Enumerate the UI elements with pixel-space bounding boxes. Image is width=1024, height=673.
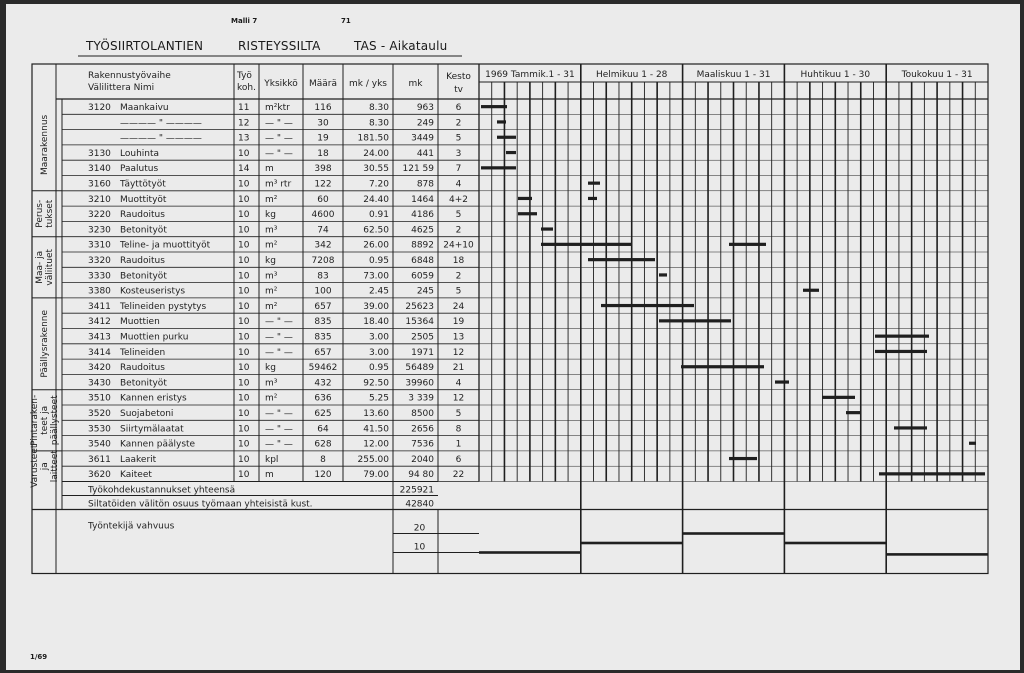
row-name: Maankaivu (120, 103, 169, 113)
column-header-kesto: tv (454, 85, 463, 95)
row-code: 3411 (88, 301, 111, 312)
row-code: 3120 (88, 103, 111, 113)
row-mk: 1464 (411, 194, 434, 205)
row-qty: 116 (314, 103, 332, 113)
row-qty: 835 (314, 332, 332, 343)
gantt-bar (879, 472, 985, 475)
row-qty: 100 (314, 286, 332, 297)
month-label: 1969 Tammik.1 - 31 (485, 70, 575, 80)
row-tyo: 12 (238, 118, 250, 129)
gantt-bar (659, 273, 667, 276)
row-mk: 1971 (411, 347, 434, 358)
row-code: 3611 (88, 454, 111, 465)
row-tyo: 10 (238, 225, 250, 236)
row-price: 3.00 (368, 347, 389, 358)
gantt-bar (541, 243, 632, 246)
gantt-bar (497, 120, 506, 123)
row-mk: 25623 (405, 301, 434, 312)
month-label: Helmikuu 1 - 28 (595, 70, 668, 80)
row-price: 62.50 (363, 225, 389, 236)
document-type: TYÖSIIRTOLANTIEN (86, 39, 204, 53)
row-qty: 19 (317, 133, 329, 144)
row-price: 0.91 (368, 210, 389, 221)
group-label: teet ja (40, 405, 50, 435)
row-name: Louhinta (120, 148, 160, 159)
row-kesto: 24+10 (443, 240, 474, 251)
row-tyo: 10 (238, 271, 250, 282)
row-qty: 628 (314, 439, 332, 450)
month-label: Maaliskuu 1 - 31 (696, 70, 771, 80)
row-kesto: 21 (452, 363, 465, 374)
row-qty: 60 (317, 194, 329, 205)
row-name: ———— " ———— (120, 133, 202, 144)
row-name: Betonityöt (120, 225, 167, 236)
gantt-bar (518, 197, 532, 200)
row-mk: 121 59 (402, 164, 434, 175)
row-code: 3413 (88, 332, 111, 343)
row-code: 3414 (88, 347, 111, 358)
row-tyo: 10 (238, 210, 250, 221)
gantt-bar (506, 151, 516, 154)
row-name: Täyttötyöt (120, 179, 166, 190)
row-code: 3140 (88, 164, 111, 175)
workforce-level (581, 542, 683, 545)
row-unit: — " — (265, 424, 293, 435)
row-mk: 39960 (405, 378, 434, 389)
row-name: Laakerit (120, 454, 157, 465)
row-code: 3430 (88, 378, 111, 389)
row-price: 2.45 (368, 286, 389, 297)
row-kesto: 3 (455, 148, 462, 159)
model-number: Malli 7 (231, 17, 258, 25)
gantt-bar (541, 227, 553, 230)
group-label: Varusteet (30, 444, 40, 488)
row-name: Betonityöt (120, 378, 167, 389)
row-price: 12.00 (363, 439, 389, 450)
row-name: Telineiden (120, 347, 166, 358)
footer-code: 1/69 (30, 653, 48, 661)
group-label: Maa- ja (35, 250, 45, 284)
row-price: 0.95 (368, 363, 389, 374)
gantt-bar (481, 105, 507, 108)
row-price: 8.30 (368, 118, 389, 129)
row-name: Siirtymälaatat (120, 424, 184, 435)
row-name: Muottityöt (120, 194, 167, 205)
row-name: Suojabetoni (120, 409, 174, 419)
row-tyo: 10 (238, 409, 250, 419)
gantt-bar (588, 258, 655, 261)
row-mk: 6848 (411, 256, 434, 266)
row-tyo: 10 (238, 301, 250, 312)
group-label: päällysteet (50, 395, 60, 446)
gantt-bar (681, 365, 764, 368)
row-mk: 94 80 (408, 470, 434, 481)
row-name: Raudoitus (120, 256, 165, 266)
row-kesto: 12 (452, 347, 465, 358)
gantt-bar (518, 212, 537, 215)
row-price: 18.40 (363, 317, 389, 328)
column-header-phase: Rakennustyövaihe (88, 71, 171, 81)
row-tyo: 10 (238, 439, 250, 450)
group-label: ja (40, 462, 50, 471)
row-qty: 657 (314, 347, 332, 358)
group-label: väliituet (45, 248, 55, 286)
row-unit: m³ rtr (265, 179, 292, 190)
row-code: 3130 (88, 148, 111, 159)
row-kesto: 22 (452, 470, 465, 481)
row-price: 30.55 (363, 164, 389, 175)
row-mk: 6059 (411, 271, 434, 282)
row-name: Paalutus (120, 164, 159, 175)
schedule-sheet (6, 4, 1020, 670)
gantt-bar (894, 426, 927, 429)
row-unit: — " — (265, 332, 293, 343)
row-kesto: 12 (452, 393, 465, 404)
row-kesto: 5 (455, 210, 462, 221)
row-kesto: 19 (452, 317, 465, 328)
row-qty: 122 (314, 179, 332, 190)
row-unit: — " — (265, 347, 293, 358)
row-kesto: 2 (455, 225, 462, 236)
column-header-tyo: Työ (237, 71, 252, 81)
row-tyo: 13 (238, 133, 250, 144)
row-kesto: 4 (455, 378, 462, 389)
row-kesto: 5 (455, 133, 462, 144)
row-price: 13.60 (363, 409, 389, 419)
row-unit: m² (265, 286, 278, 297)
column-header-qty: Määrä (308, 79, 338, 89)
total-label: Siltatöiden välitön osuus työmaan yhteisistä kust. (88, 499, 313, 510)
row-kesto: 5 (455, 409, 462, 419)
column-header-mk: mk (408, 79, 423, 89)
row-qty: 398 (314, 164, 332, 175)
gantt-bar (659, 319, 731, 322)
row-name: Kannen eristys (120, 393, 187, 404)
row-mk: 8500 (411, 409, 434, 419)
row-mk: 56489 (405, 363, 434, 374)
workforce-label: Työntekijä vahvuus (88, 521, 175, 532)
row-qty: 64 (317, 424, 329, 435)
row-tyo: 10 (238, 454, 250, 465)
month-label: Huhtikuu 1 - 30 (800, 70, 871, 80)
row-qty: 18 (317, 148, 329, 159)
column-header-unit: Yksikkö (264, 79, 298, 89)
gantt-bar (497, 136, 516, 139)
row-price: 24.40 (363, 194, 389, 205)
row-qty: 636 (314, 393, 332, 404)
row-unit: m² (265, 240, 278, 251)
row-code: 3220 (88, 210, 111, 221)
row-tyo: 10 (238, 363, 250, 374)
row-price: 8.30 (368, 103, 389, 113)
gantt-bar (481, 166, 516, 169)
gantt-bar (969, 442, 976, 445)
row-mk: 963 (416, 103, 434, 113)
total-label: Työkohdekustannukset yhteensä (88, 485, 236, 496)
gantt-bar (875, 335, 929, 338)
row-unit: m³ (265, 378, 278, 389)
row-unit: — " — (265, 439, 293, 450)
row-price: 26.00 (363, 240, 389, 251)
row-qty: 120 (314, 470, 332, 481)
row-kesto: 18 (452, 256, 465, 266)
row-name: Teline- ja muottityöt (120, 240, 211, 251)
workforce-axis-label: 20 (413, 523, 426, 534)
gantt-bar (729, 243, 766, 246)
row-mk: 245 (416, 286, 434, 297)
row-price: 7.20 (368, 179, 389, 190)
object-name: RISTEYSSILTA (238, 39, 321, 53)
gantt-bar (775, 380, 789, 383)
row-tyo: 10 (238, 240, 250, 251)
group-label: Päällysrakenne (40, 309, 50, 378)
gantt-bar (729, 457, 757, 460)
row-price: 92.50 (363, 378, 389, 389)
row-unit: m³ (265, 225, 278, 236)
row-mk: 878 (416, 179, 434, 190)
row-qty: 30 (317, 118, 329, 129)
row-tyo: 10 (238, 393, 250, 404)
row-unit: — " — (265, 118, 293, 129)
row-code: 3620 (88, 470, 111, 481)
row-name: Kosteuseristys (120, 286, 186, 297)
row-tyo: 10 (238, 470, 250, 481)
row-unit: — " — (265, 409, 293, 419)
row-name: Raudoitus (120, 210, 165, 221)
row-mk: 441 (416, 148, 434, 159)
row-price: 41.50 (363, 424, 389, 435)
row-price: 24.00 (363, 148, 389, 159)
gantt-bar (803, 289, 819, 292)
page-title: TAS - Aikataulu (354, 39, 448, 53)
row-unit: m² (265, 194, 278, 205)
row-price: 181.50 (357, 133, 389, 144)
row-code: 3210 (88, 194, 111, 205)
column-header-code-name: Välilittera Nimi (88, 83, 155, 93)
row-name: Muottien purku (120, 332, 189, 343)
row-kesto: 13 (452, 332, 465, 343)
row-unit: m²ktr (265, 103, 290, 113)
row-kesto: 2 (455, 118, 462, 129)
row-code: 3160 (88, 179, 111, 190)
row-price: 0.95 (368, 256, 389, 266)
gantt-bar (822, 396, 855, 399)
row-price: 5.25 (368, 393, 389, 404)
column-header-tyo: koh. (237, 83, 256, 93)
gantt-bar (875, 350, 927, 353)
row-name: Muottien (120, 317, 160, 328)
row-qty: 432 (314, 378, 332, 389)
row-mk: 2505 (411, 332, 434, 343)
row-mk: 249 (416, 118, 434, 129)
row-unit: m (265, 164, 274, 175)
row-kesto: 7 (455, 164, 462, 175)
row-kesto: 6 (455, 103, 462, 113)
row-qty: 83 (317, 271, 329, 282)
row-tyo: 10 (238, 194, 250, 205)
row-kesto: 1 (455, 439, 462, 450)
row-unit: m (265, 470, 274, 481)
row-tyo: 10 (238, 286, 250, 297)
row-tyo: 11 (238, 103, 250, 113)
row-mk: 7536 (411, 439, 434, 450)
row-tyo: 10 (238, 332, 250, 343)
row-name: Betonityöt (120, 271, 167, 282)
row-kesto: 24 (452, 301, 465, 312)
workforce-level (784, 542, 886, 545)
row-kesto: 8 (455, 424, 462, 435)
row-price: 73.00 (363, 271, 389, 282)
row-unit: kg (265, 256, 276, 266)
gantt-bar (601, 304, 694, 307)
row-mk: 2040 (411, 454, 434, 465)
row-name: Kaiteet (120, 470, 152, 481)
row-unit: — " — (265, 148, 293, 159)
row-qty: 8 (320, 454, 326, 465)
gantt-bar (588, 197, 597, 200)
row-mk: 3449 (411, 133, 434, 144)
row-tyo: 10 (238, 347, 250, 358)
row-unit: m² (265, 301, 278, 312)
row-unit: — " — (265, 133, 293, 144)
group-label: tukset (45, 199, 55, 228)
row-qty: 657 (314, 301, 332, 312)
group-label: Maarakennus (40, 114, 50, 176)
row-mk: 2656 (411, 424, 434, 435)
row-qty: 625 (314, 409, 332, 419)
row-qty: 74 (317, 225, 329, 236)
row-kesto: 4+2 (449, 194, 468, 205)
row-code: 3380 (88, 286, 111, 297)
row-qty: 4600 (311, 210, 335, 221)
row-code: 3412 (88, 317, 111, 328)
row-code: 3230 (88, 225, 111, 236)
row-mk: 15364 (405, 317, 434, 328)
row-code: 3310 (88, 240, 111, 251)
row-code: 3540 (88, 439, 111, 450)
group-label: Pintaraken- (30, 394, 40, 446)
row-unit: m² (265, 393, 278, 404)
row-tyo: 10 (238, 424, 250, 435)
row-code: 3420 (88, 363, 111, 374)
gantt-bar (846, 411, 861, 414)
row-code: 3530 (88, 424, 111, 435)
row-unit: m³ (265, 271, 278, 282)
workforce-level (479, 551, 581, 554)
row-kesto: 4 (455, 179, 462, 190)
row-unit: kpl (265, 454, 279, 465)
row-qty: 7208 (311, 256, 335, 266)
row-unit: kg (265, 210, 276, 221)
row-code: 3330 (88, 271, 111, 282)
row-price: 255.00 (357, 454, 389, 465)
row-name: ———— " ———— (120, 118, 202, 129)
row-price: 3.00 (368, 332, 389, 343)
row-code: 3510 (88, 393, 111, 404)
row-name: Telineiden pystytys (120, 301, 207, 312)
column-header-price: mk / yks (349, 79, 387, 89)
row-kesto: 5 (455, 286, 462, 297)
schedule-table (6, 4, 1020, 670)
row-tyo: 14 (238, 164, 250, 175)
row-unit: kg (265, 363, 276, 374)
column-header-kesto: Kesto (446, 72, 471, 82)
row-code: 3520 (88, 409, 111, 419)
workforce-axis-label: 10 (413, 542, 426, 553)
month-label: Toukokuu 1 - 31 (901, 70, 973, 80)
row-name: Raudoitus (120, 363, 165, 374)
row-unit: — " — (265, 317, 293, 328)
row-price: 79.00 (363, 470, 389, 481)
row-qty: 59462 (308, 363, 338, 374)
row-qty: 342 (314, 240, 332, 251)
sheet-mark: 71 (341, 17, 351, 25)
row-tyo: 10 (238, 378, 250, 389)
total-value: 225921 (399, 485, 434, 496)
row-mk: 4186 (411, 210, 434, 221)
workforce-level (683, 532, 785, 535)
row-kesto: 6 (455, 454, 462, 465)
gantt-bar (588, 182, 600, 185)
row-tyo: 10 (238, 179, 250, 190)
row-kesto: 2 (455, 271, 462, 282)
row-tyo: 10 (238, 317, 250, 328)
workforce-level (886, 553, 988, 556)
row-name: Kannen päälyste (120, 439, 196, 450)
row-mk: 8892 (411, 240, 434, 251)
group-label: laitteet (50, 450, 60, 483)
row-tyo: 10 (238, 148, 250, 159)
total-value: 42840 (405, 499, 434, 510)
row-mk: 4625 (411, 225, 434, 236)
row-qty: 835 (314, 317, 332, 328)
row-mk: 3 339 (408, 393, 434, 404)
row-tyo: 10 (238, 256, 250, 266)
row-price: 39.00 (363, 301, 389, 312)
group-label: Perus- (35, 199, 45, 228)
row-code: 3320 (88, 256, 111, 266)
